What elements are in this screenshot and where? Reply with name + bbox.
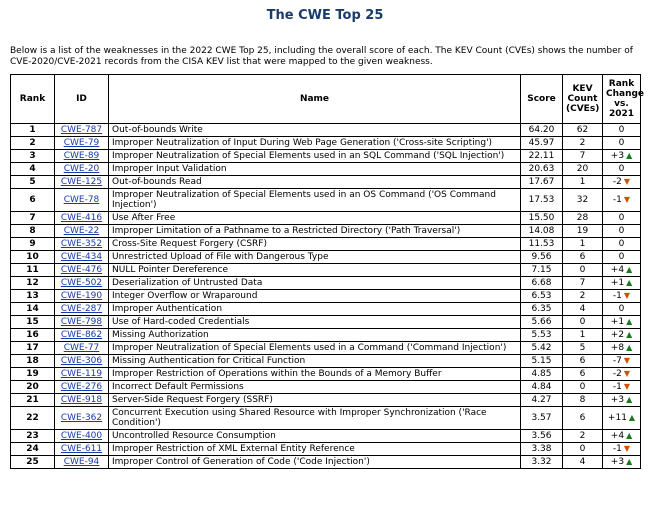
name-cell: Improper Restriction of Operations within the Bounds of a Memory Buffer xyxy=(109,368,521,381)
score-cell: 4.27 xyxy=(521,394,563,407)
id-cell xyxy=(55,381,109,394)
table-row xyxy=(11,150,641,163)
page-title: The CWE Top 25 xyxy=(266,8,384,23)
cwe-id-link[interactable]: CWE-918 xyxy=(60,395,103,405)
rank-change-cell xyxy=(603,176,641,189)
rank-change-value: 0 xyxy=(618,164,625,174)
kev-count-cell: 2 xyxy=(563,137,603,150)
id-cell xyxy=(55,163,109,176)
id-cell xyxy=(55,316,109,329)
cwe-id-link[interactable]: CWE-611 xyxy=(60,444,103,454)
rank-change-value: -2 xyxy=(612,177,622,187)
kev-count-cell: 62 xyxy=(563,124,603,137)
rank-cell: 3 xyxy=(11,150,55,163)
score-cell: 6.68 xyxy=(521,277,563,290)
rank-change-value: -1 xyxy=(612,444,622,454)
rank-change-cell xyxy=(603,137,641,150)
rank-change-cell xyxy=(603,238,641,251)
header-id: ID xyxy=(55,75,109,124)
name-cell: Server-Side Request Forgery (SSRF) xyxy=(109,394,521,407)
id-cell xyxy=(55,212,109,225)
rank-change-cell xyxy=(603,316,641,329)
triangle-up-icon: ▲ xyxy=(626,431,633,440)
id-cell xyxy=(55,176,109,189)
kev-count-cell: 0 xyxy=(563,316,603,329)
triangle-up-icon: ▲ xyxy=(626,330,633,339)
table-row xyxy=(11,342,641,355)
name-cell: Concurrent Execution using Shared Resource with Improper Synchronization ('Race Condition') xyxy=(109,407,521,430)
rank-cell: 21 xyxy=(11,394,55,407)
intro-paragraph: Below is a list of the weaknesses in the 2022 CWE Top 25, including the overall score of each. The KEV Count (CVEs) shows the number of CVE-2020/CVE-2021 records from the CISA KEV list that were mapped to the given weakness. xyxy=(10,46,633,67)
triangle-down-icon: ▼ xyxy=(623,291,631,300)
rank-cell: 15 xyxy=(11,316,55,329)
table-row xyxy=(11,329,641,342)
score-cell: 9.56 xyxy=(521,251,563,264)
cwe-id-link[interactable]: CWE-416 xyxy=(60,213,103,223)
score-cell: 20.63 xyxy=(521,163,563,176)
kev-count-cell: 1 xyxy=(563,329,603,342)
cwe-id-link[interactable]: CWE-190 xyxy=(60,291,103,301)
rank-cell: 6 xyxy=(11,189,55,212)
header-rank-change: Rank Change vs. 2021 xyxy=(603,75,641,124)
table-row xyxy=(11,394,641,407)
name-cell: Missing Authorization xyxy=(109,329,521,342)
rank-cell: 14 xyxy=(11,303,55,316)
triangle-up-icon: ▲ xyxy=(626,278,633,287)
kev-count-cell: 6 xyxy=(563,251,603,264)
rank-change-cell xyxy=(603,329,641,342)
triangle-down-icon: ▼ xyxy=(623,356,631,365)
name-cell: Improper Neutralization of Special Elements used in an OS Command ('OS Command Injection') xyxy=(109,189,521,212)
cwe-id-link[interactable]: CWE-125 xyxy=(60,177,103,187)
triangle-down-icon: ▼ xyxy=(623,177,631,186)
table-row xyxy=(11,368,641,381)
kev-count-cell: 6 xyxy=(563,355,603,368)
cwe-id-link[interactable]: CWE-276 xyxy=(60,382,103,392)
table-body xyxy=(11,124,641,469)
kev-count-cell: 2 xyxy=(563,290,603,303)
score-cell: 17.67 xyxy=(521,176,563,189)
name-cell: Integer Overflow or Wraparound xyxy=(109,290,521,303)
table-row xyxy=(11,355,641,368)
rank-cell: 18 xyxy=(11,355,55,368)
id-cell xyxy=(55,290,109,303)
id-cell xyxy=(55,137,109,150)
rank-change-cell xyxy=(603,251,641,264)
name-cell: Improper Control of Generation of Code ('Code Injection') xyxy=(109,456,521,469)
score-cell: 3.57 xyxy=(521,407,563,430)
table-header-row xyxy=(11,75,641,124)
rank-cell: 1 xyxy=(11,124,55,137)
rank-change-value: +8 xyxy=(610,343,625,353)
rank-cell: 25 xyxy=(11,456,55,469)
kev-count-cell: 4 xyxy=(563,456,603,469)
rank-cell: 22 xyxy=(11,407,55,430)
table-row xyxy=(11,443,641,456)
kev-count-cell: 2 xyxy=(563,430,603,443)
rank-cell: 8 xyxy=(11,225,55,238)
rank-change-cell xyxy=(603,407,641,430)
rank-cell: 24 xyxy=(11,443,55,456)
name-cell: NULL Pointer Dereference xyxy=(109,264,521,277)
header-name: Name xyxy=(109,75,521,124)
name-cell: Improper Limitation of a Pathname to a Restricted Directory ('Path Traversal') xyxy=(109,225,521,238)
score-cell: 5.53 xyxy=(521,329,563,342)
score-cell: 3.56 xyxy=(521,430,563,443)
rank-change-value: 0 xyxy=(618,304,625,314)
kev-count-cell: 32 xyxy=(563,189,603,212)
score-cell: 11.53 xyxy=(521,238,563,251)
score-cell: 4.85 xyxy=(521,368,563,381)
rank-change-cell xyxy=(603,264,641,277)
score-cell: 15.50 xyxy=(521,212,563,225)
rank-change-value: -1 xyxy=(612,195,622,205)
rank-change-cell xyxy=(603,355,641,368)
kev-count-cell: 20 xyxy=(563,163,603,176)
rank-change-cell xyxy=(603,124,641,137)
table-row xyxy=(11,381,641,394)
triangle-up-icon: ▲ xyxy=(626,151,633,160)
table-row xyxy=(11,277,641,290)
kev-count-cell: 1 xyxy=(563,238,603,251)
table-row xyxy=(11,456,641,469)
rank-cell: 16 xyxy=(11,329,55,342)
cwe-id-link[interactable]: CWE-862 xyxy=(60,330,103,340)
cwe-id-link[interactable]: CWE-94 xyxy=(63,457,100,467)
cwe-id-link[interactable]: CWE-798 xyxy=(60,317,103,327)
name-cell: Unrestricted Upload of File with Dangerous Type xyxy=(109,251,521,264)
rank-change-cell xyxy=(603,430,641,443)
rank-change-value: 0 xyxy=(618,213,625,223)
score-cell: 5.66 xyxy=(521,316,563,329)
rank-cell: 13 xyxy=(11,290,55,303)
rank-cell: 5 xyxy=(11,176,55,189)
name-cell: Out-of-bounds Read xyxy=(109,176,521,189)
id-cell xyxy=(55,303,109,316)
id-cell xyxy=(55,443,109,456)
table-row xyxy=(11,176,641,189)
name-cell: Cross-Site Request Forgery (CSRF) xyxy=(109,238,521,251)
cwe-id-link[interactable]: CWE-352 xyxy=(60,239,103,249)
rank-cell: 23 xyxy=(11,430,55,443)
rank-change-value: 0 xyxy=(618,226,625,236)
triangle-up-icon: ▲ xyxy=(626,395,633,404)
kev-count-cell: 5 xyxy=(563,342,603,355)
table-row xyxy=(11,163,641,176)
id-cell xyxy=(55,407,109,430)
rank-change-value: 0 xyxy=(618,125,625,135)
header-rank: Rank xyxy=(11,75,55,124)
triangle-down-icon: ▼ xyxy=(623,369,631,378)
rank-change-value: +4 xyxy=(610,431,625,441)
rank-change-value: -1 xyxy=(612,382,622,392)
cwe-id-link[interactable]: CWE-400 xyxy=(60,431,103,441)
name-cell: Uncontrolled Resource Consumption xyxy=(109,430,521,443)
table-row xyxy=(11,407,641,430)
table-row xyxy=(11,430,641,443)
table-row xyxy=(11,303,641,316)
cwe-id-link[interactable]: CWE-362 xyxy=(60,413,103,423)
triangle-down-icon: ▼ xyxy=(623,382,631,391)
cwe-id-link[interactable]: CWE-434 xyxy=(60,252,103,262)
name-cell: Improper Restriction of XML External Entity Reference xyxy=(109,443,521,456)
rank-change-value: 0 xyxy=(618,138,625,148)
name-cell: Missing Authentication for Critical Function xyxy=(109,355,521,368)
rank-change-cell xyxy=(603,163,641,176)
triangle-down-icon: ▼ xyxy=(623,444,631,453)
rank-change-value: +3 xyxy=(610,151,625,161)
rank-cell: 2 xyxy=(11,137,55,150)
id-cell xyxy=(55,277,109,290)
cwe-id-link[interactable]: CWE-89 xyxy=(63,151,100,161)
kev-count-cell: 0 xyxy=(563,443,603,456)
rank-cell: 12 xyxy=(11,277,55,290)
rank-change-cell xyxy=(603,212,641,225)
id-cell xyxy=(55,251,109,264)
kev-count-cell: 19 xyxy=(563,225,603,238)
rank-change-value: +2 xyxy=(610,330,625,340)
id-cell xyxy=(55,238,109,251)
rank-change-value: +11 xyxy=(607,413,627,423)
rank-cell: 19 xyxy=(11,368,55,381)
rank-change-value: +1 xyxy=(610,317,625,327)
cwe-id-link[interactable]: CWE-502 xyxy=(60,278,103,288)
kev-count-cell: 6 xyxy=(563,368,603,381)
header-kev-count: KEV Count (CVEs) xyxy=(563,75,603,124)
score-cell: 17.53 xyxy=(521,189,563,212)
table-row xyxy=(11,316,641,329)
id-cell xyxy=(55,124,109,137)
id-cell xyxy=(55,430,109,443)
table-row xyxy=(11,251,641,264)
kev-count-cell: 7 xyxy=(563,150,603,163)
id-cell xyxy=(55,329,109,342)
cwe-id-link[interactable]: CWE-306 xyxy=(60,356,103,366)
kev-count-cell: 1 xyxy=(563,176,603,189)
id-cell xyxy=(55,150,109,163)
score-cell: 45.97 xyxy=(521,137,563,150)
table-row xyxy=(11,124,641,137)
name-cell: Use of Hard-coded Credentials xyxy=(109,316,521,329)
triangle-up-icon: ▲ xyxy=(628,413,636,422)
table-row xyxy=(11,290,641,303)
score-cell: 5.15 xyxy=(521,355,563,368)
rank-cell: 4 xyxy=(11,163,55,176)
rank-change-value: +4 xyxy=(610,265,625,275)
score-cell: 5.42 xyxy=(521,342,563,355)
kev-count-cell: 0 xyxy=(563,264,603,277)
rank-cell: 10 xyxy=(11,251,55,264)
id-cell xyxy=(55,394,109,407)
triangle-up-icon: ▲ xyxy=(626,317,633,326)
triangle-down-icon: ▼ xyxy=(623,195,631,204)
rank-change-value: 0 xyxy=(618,239,625,249)
rank-change-value: -1 xyxy=(612,291,622,301)
name-cell: Improper Neutralization of Special Elements used in an SQL Command ('SQL Injection') xyxy=(109,150,521,163)
rank-change-cell xyxy=(603,394,641,407)
triangle-up-icon: ▲ xyxy=(626,265,633,274)
score-cell: 7.15 xyxy=(521,264,563,277)
cwe-id-link[interactable]: CWE-77 xyxy=(63,343,100,353)
rank-change-value: +3 xyxy=(610,457,625,467)
rank-change-cell xyxy=(603,368,641,381)
rank-change-value: +3 xyxy=(610,395,625,405)
rank-change-cell xyxy=(603,381,641,394)
score-cell: 6.53 xyxy=(521,290,563,303)
table-row xyxy=(11,189,641,212)
triangle-up-icon: ▲ xyxy=(626,457,633,466)
id-cell xyxy=(55,355,109,368)
kev-count-cell: 0 xyxy=(563,381,603,394)
table-row xyxy=(11,137,641,150)
name-cell: Out-of-bounds Write xyxy=(109,124,521,137)
table-row xyxy=(11,212,641,225)
name-cell: Improper Neutralization of Input During Web Page Generation ('Cross-site Scripting') xyxy=(109,137,521,150)
cwe-id-link[interactable]: CWE-78 xyxy=(63,195,100,205)
cwe-id-link[interactable]: CWE-79 xyxy=(63,138,100,148)
score-cell: 64.20 xyxy=(521,124,563,137)
score-cell: 4.84 xyxy=(521,381,563,394)
id-cell xyxy=(55,189,109,212)
rank-change-cell xyxy=(603,225,641,238)
table-row xyxy=(11,238,641,251)
header-score: Score xyxy=(521,75,563,124)
kev-count-cell: 28 xyxy=(563,212,603,225)
name-cell: Improper Input Validation xyxy=(109,163,521,176)
rank-change-cell xyxy=(603,443,641,456)
table-row xyxy=(11,225,641,238)
rank-change-value: +1 xyxy=(610,278,625,288)
table-row xyxy=(11,264,641,277)
rank-change-cell xyxy=(603,342,641,355)
rank-change-cell xyxy=(603,456,641,469)
score-cell: 6.35 xyxy=(521,303,563,316)
cwe-id-link[interactable]: CWE-20 xyxy=(63,164,100,174)
rank-change-cell xyxy=(603,189,641,212)
kev-count-cell: 8 xyxy=(563,394,603,407)
kev-count-cell: 4 xyxy=(563,303,603,316)
cwe-id-link[interactable]: CWE-22 xyxy=(63,226,100,236)
rank-change-value: 0 xyxy=(618,252,625,262)
cwe-id-link[interactable]: CWE-787 xyxy=(60,125,103,135)
id-cell xyxy=(55,368,109,381)
kev-count-cell: 6 xyxy=(563,407,603,430)
id-cell xyxy=(55,225,109,238)
cwe-id-link[interactable]: CWE-119 xyxy=(60,369,103,379)
rank-cell: 11 xyxy=(11,264,55,277)
rank-cell: 7 xyxy=(11,212,55,225)
id-cell xyxy=(55,342,109,355)
score-cell: 14.08 xyxy=(521,225,563,238)
rank-cell: 9 xyxy=(11,238,55,251)
name-cell: Improper Authentication xyxy=(109,303,521,316)
triangle-up-icon: ▲ xyxy=(626,343,633,352)
cwe-id-link[interactable]: CWE-476 xyxy=(60,265,103,275)
score-cell: 22.11 xyxy=(521,150,563,163)
name-cell: Improper Neutralization of Special Elements used in a Command ('Command Injection') xyxy=(109,342,521,355)
name-cell: Deserialization of Untrusted Data xyxy=(109,277,521,290)
cwe-table xyxy=(10,74,645,469)
rank-change-value: -7 xyxy=(612,356,622,366)
id-cell xyxy=(55,264,109,277)
rank-change-cell xyxy=(603,277,641,290)
kev-count-cell: 7 xyxy=(563,277,603,290)
rank-change-value: -2 xyxy=(612,369,622,379)
rank-change-cell xyxy=(603,290,641,303)
cwe-id-link[interactable]: CWE-287 xyxy=(60,304,103,314)
name-cell: Use After Free xyxy=(109,212,521,225)
rank-change-cell xyxy=(603,303,641,316)
rank-cell: 17 xyxy=(11,342,55,355)
score-cell: 3.38 xyxy=(521,443,563,456)
score-cell: 3.32 xyxy=(521,456,563,469)
rank-cell: 20 xyxy=(11,381,55,394)
id-cell xyxy=(55,456,109,469)
rank-change-cell xyxy=(603,150,641,163)
name-cell: Incorrect Default Permissions xyxy=(109,381,521,394)
